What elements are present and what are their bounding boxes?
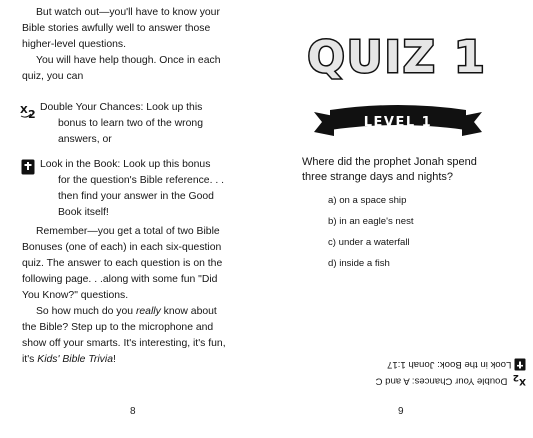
text-line: following page. . .along with some fun "Did xyxy=(22,274,218,285)
text-line: Bonuses (one of each) in each six-question xyxy=(22,242,222,253)
text-line: Double Your Chances: Look up this xyxy=(40,102,203,113)
text-line: then find your answer in the Good xyxy=(58,191,214,202)
question-text xyxy=(302,155,522,185)
text-line: Book itself! xyxy=(58,207,109,218)
svg-text:2: 2 xyxy=(28,108,36,121)
text-line: answers, or xyxy=(58,134,112,145)
bonus-answer-book xyxy=(387,358,526,371)
answer-option: b) in an eagle's nest xyxy=(328,216,414,227)
paragraph-intro xyxy=(22,5,262,85)
two-cross-out-icon xyxy=(510,374,526,388)
text-line: bonus to learn two of the wrong xyxy=(58,118,203,129)
text-line: the Bible? Step up to the microphone and xyxy=(22,322,214,333)
bonus-answer-double xyxy=(376,374,526,388)
bible-book-icon xyxy=(514,358,526,371)
quiz-title xyxy=(307,30,487,83)
text-line: it's Kids' Bible Trivia! xyxy=(22,354,116,365)
text-line: You Know?" questions. xyxy=(22,290,129,301)
left-page xyxy=(0,0,266,438)
bonus-answer-text: Double Your Chances: A and C xyxy=(375,375,508,387)
paragraph-remember xyxy=(22,224,262,368)
page-number: 8 xyxy=(130,406,136,417)
answer-option: c) under a waterfall xyxy=(328,237,410,248)
upside-down-bonus-answers xyxy=(336,356,526,390)
svg-text:2: 2 xyxy=(512,372,519,382)
svg-text:X: X xyxy=(20,105,28,116)
text-line: Where did the prophet Jonah spend xyxy=(302,156,477,168)
text-line: three strange days and nights? xyxy=(302,171,454,183)
answer-option: a) on a space ship xyxy=(328,195,407,206)
text-line: Bible stories awfully well to answer those xyxy=(22,23,211,34)
bonus-look-in-book xyxy=(20,157,260,223)
page-number: 9 xyxy=(398,406,404,417)
bonus-answer-text: Look in the Book: Jonah 1:17 xyxy=(387,358,512,370)
level-label: LEVEL 1 xyxy=(363,115,433,130)
text-line: show off your smarts. It's interesting, it's fun, xyxy=(22,338,226,349)
answer-option: d) inside a fish xyxy=(328,258,390,269)
quiz-title-text: QUIZ 1 xyxy=(307,32,487,83)
level-banner xyxy=(314,102,482,138)
text-line: quiz, you can xyxy=(22,71,84,82)
text-line: higher-level questions. xyxy=(22,39,126,50)
text-line: Look in the Book: Look up this bonus xyxy=(40,159,211,170)
bonus-double-chances xyxy=(20,100,260,148)
text-line: You will have help though. Once in each xyxy=(36,55,221,66)
text-line: for the question's Bible reference. . . xyxy=(58,175,225,186)
bible-book-icon xyxy=(21,159,35,175)
text-line: But watch out—you'll have to know your xyxy=(36,7,220,18)
text-line: Remember—you get a total of two Bible xyxy=(36,226,220,237)
text-line: quiz. The answer to each question is on the xyxy=(22,258,223,269)
two-cross-out-icon xyxy=(20,102,38,120)
text-line: So how much do you really know about xyxy=(36,306,217,317)
svg-text:X: X xyxy=(519,376,526,386)
